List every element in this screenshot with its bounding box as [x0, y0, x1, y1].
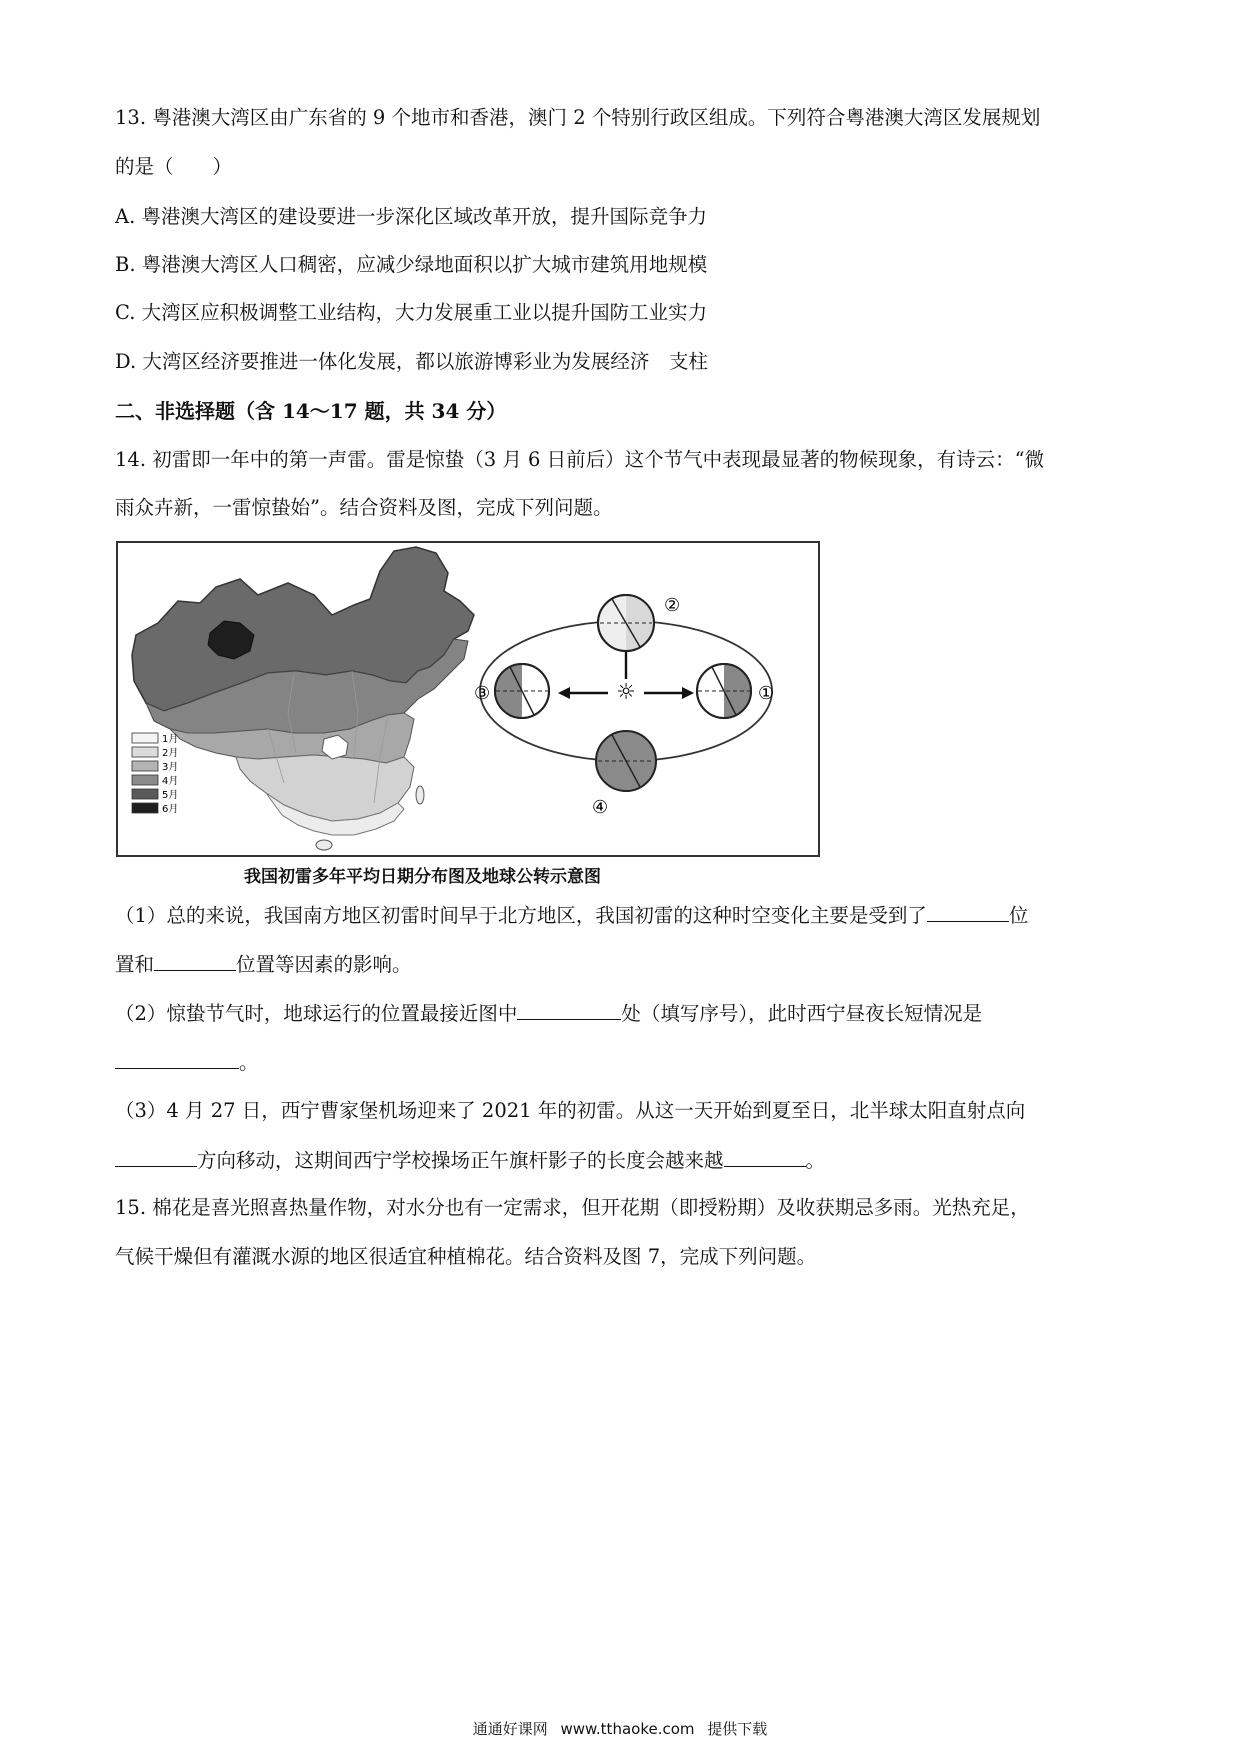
- q14-sub1-text-b: 位: [1008, 904, 1029, 927]
- q15-stem-line2: 气候干燥但有灌溉水源的地区很适宜种植棉花。结合资料及图 7，完成下列问题。: [115, 1245, 817, 1268]
- earth-position-2: [598, 595, 654, 651]
- earth-position-3: [495, 664, 549, 718]
- answer-blank-3[interactable]: [517, 999, 621, 1020]
- footer-url[interactable]: www.tthaoke.com: [560, 1720, 695, 1738]
- sun-icon: ☼: [616, 680, 636, 705]
- legend-label-6: 6月: [162, 804, 179, 815]
- legend-label-5: 5月: [162, 790, 179, 801]
- legend-swatch-3: [132, 761, 158, 771]
- q14-sub1-line1: [115, 901, 1028, 930]
- legend-label-2: 2月: [162, 748, 179, 759]
- q14-sub1-text-a: （1）总的来说，我国南方地区初雷时间早于北方地区，我国初雷的这种时空变化主要是受到了: [115, 904, 927, 927]
- orbit-label-1: ①: [758, 683, 775, 704]
- china-first-thunder-map: [132, 547, 474, 850]
- q14-sub3-line2: [115, 1146, 825, 1175]
- legend-label-1: 1月: [162, 734, 179, 745]
- footer-site-name: 通通好课网: [472, 1720, 548, 1738]
- earth-orbit-diagram: [474, 595, 774, 818]
- map-legend: [132, 733, 178, 815]
- q14-sub2-text-a: （2）惊蛰节气时，地球运行的位置最接近图中: [115, 1002, 518, 1025]
- orbit-label-2: ②: [664, 595, 681, 616]
- answer-blank-6[interactable]: [724, 1146, 806, 1167]
- q14-intro-line2: 雨众卉新，一雷惊蛰始”。结合资料及图，完成下列问题。: [115, 496, 613, 519]
- q13-option-c: C. 大湾区应积极调整工业结构，大力发展重工业以提升国防工业实力: [115, 301, 708, 324]
- q14-sub1-line2: [115, 950, 412, 979]
- q13-option-d: D. 大湾区经济要推进一体化发展，都以旅游博彩业为发展经济 支柱: [115, 350, 708, 373]
- q14-sub3-line1: （3）4 月 27 日，西宁曹家堡机场迎来了 2021 年的初雷。从这一天开始到夏至日，北半球太阳直射点向: [115, 1099, 1026, 1122]
- answer-blank-5[interactable]: [115, 1146, 197, 1167]
- answer-blank-1[interactable]: [927, 901, 1009, 922]
- q14-sub2-text-b: 处（填写序号），此时西宁昼夜长短情况是: [621, 1002, 983, 1025]
- q14-sub2-line1: [115, 999, 982, 1028]
- q14-sub3-text-c: 。: [805, 1149, 826, 1172]
- legend-label-3: 3月: [162, 762, 179, 773]
- q14-sub2-text-c: 。: [239, 1051, 259, 1074]
- orbit-label-3: ③: [474, 683, 491, 704]
- q13-option-a: A. 粤港澳大湾区的建设要进一步深化区域改革开放，提升国际竞争力: [115, 205, 707, 228]
- footer-tail: 提供下载: [707, 1720, 768, 1738]
- q14-intro-line1: 14. 初雷即一年中的第一声雷。雷是惊蛰（3 月 6 日前后）这个节气中表现最显著的物候现象，有诗云：“微: [115, 448, 1045, 471]
- q15-stem-line1: 15. 棉花是喜光照喜热量作物，对水分也有一定需求，但开花期（即授粉期）及收获期忌多雨。光热充足，: [115, 1196, 1030, 1219]
- map-hainan: [316, 840, 332, 850]
- q14-sub1-text-c: 置和: [115, 953, 155, 976]
- q14-sub3-text-b: 方向移动，这期间西宁学校操场正午旗杆影子的长度会越来越: [197, 1149, 724, 1172]
- figure-caption: 我国初雷多年平均日期分布图及地球公转示意图: [244, 867, 601, 887]
- page-footer: [0, 1718, 1240, 1739]
- legend-label-4: 4月: [162, 776, 179, 787]
- answer-blank-4[interactable]: [115, 1048, 239, 1069]
- earth-position-1: [697, 664, 751, 718]
- q14-sub1-text-d: 位置等因素的影响。: [236, 953, 412, 976]
- q13-stem-line1: 13. 粤港澳大湾区由广东省的 9 个地市和香港，澳门 2 个特别行政区组成。下列符合粤港澳大湾区发展规划: [115, 106, 1041, 129]
- section-heading: 二、非选择题（含 14～17 题，共 34 分）: [115, 399, 507, 423]
- q14-sub2-line2: [115, 1048, 259, 1077]
- answer-blank-2[interactable]: [154, 950, 236, 971]
- q14-figure: [116, 541, 820, 857]
- orbit-label-4: ④: [592, 797, 609, 818]
- legend-swatch-1: [132, 733, 158, 743]
- legend-swatch-5: [132, 789, 158, 799]
- legend-swatch-2: [132, 747, 158, 757]
- q13-stem-line2: 的是（ ）: [115, 155, 233, 178]
- legend-swatch-4: [132, 775, 158, 785]
- earth-position-4: [596, 731, 656, 791]
- q13-option-b: B. 粤港澳大湾区人口稠密，应减少绿地面积以扩大城市建筑用地规模: [115, 253, 708, 276]
- q14-figure-svg: [118, 543, 818, 855]
- legend-swatch-6: [132, 803, 158, 813]
- map-taiwan: [416, 786, 424, 804]
